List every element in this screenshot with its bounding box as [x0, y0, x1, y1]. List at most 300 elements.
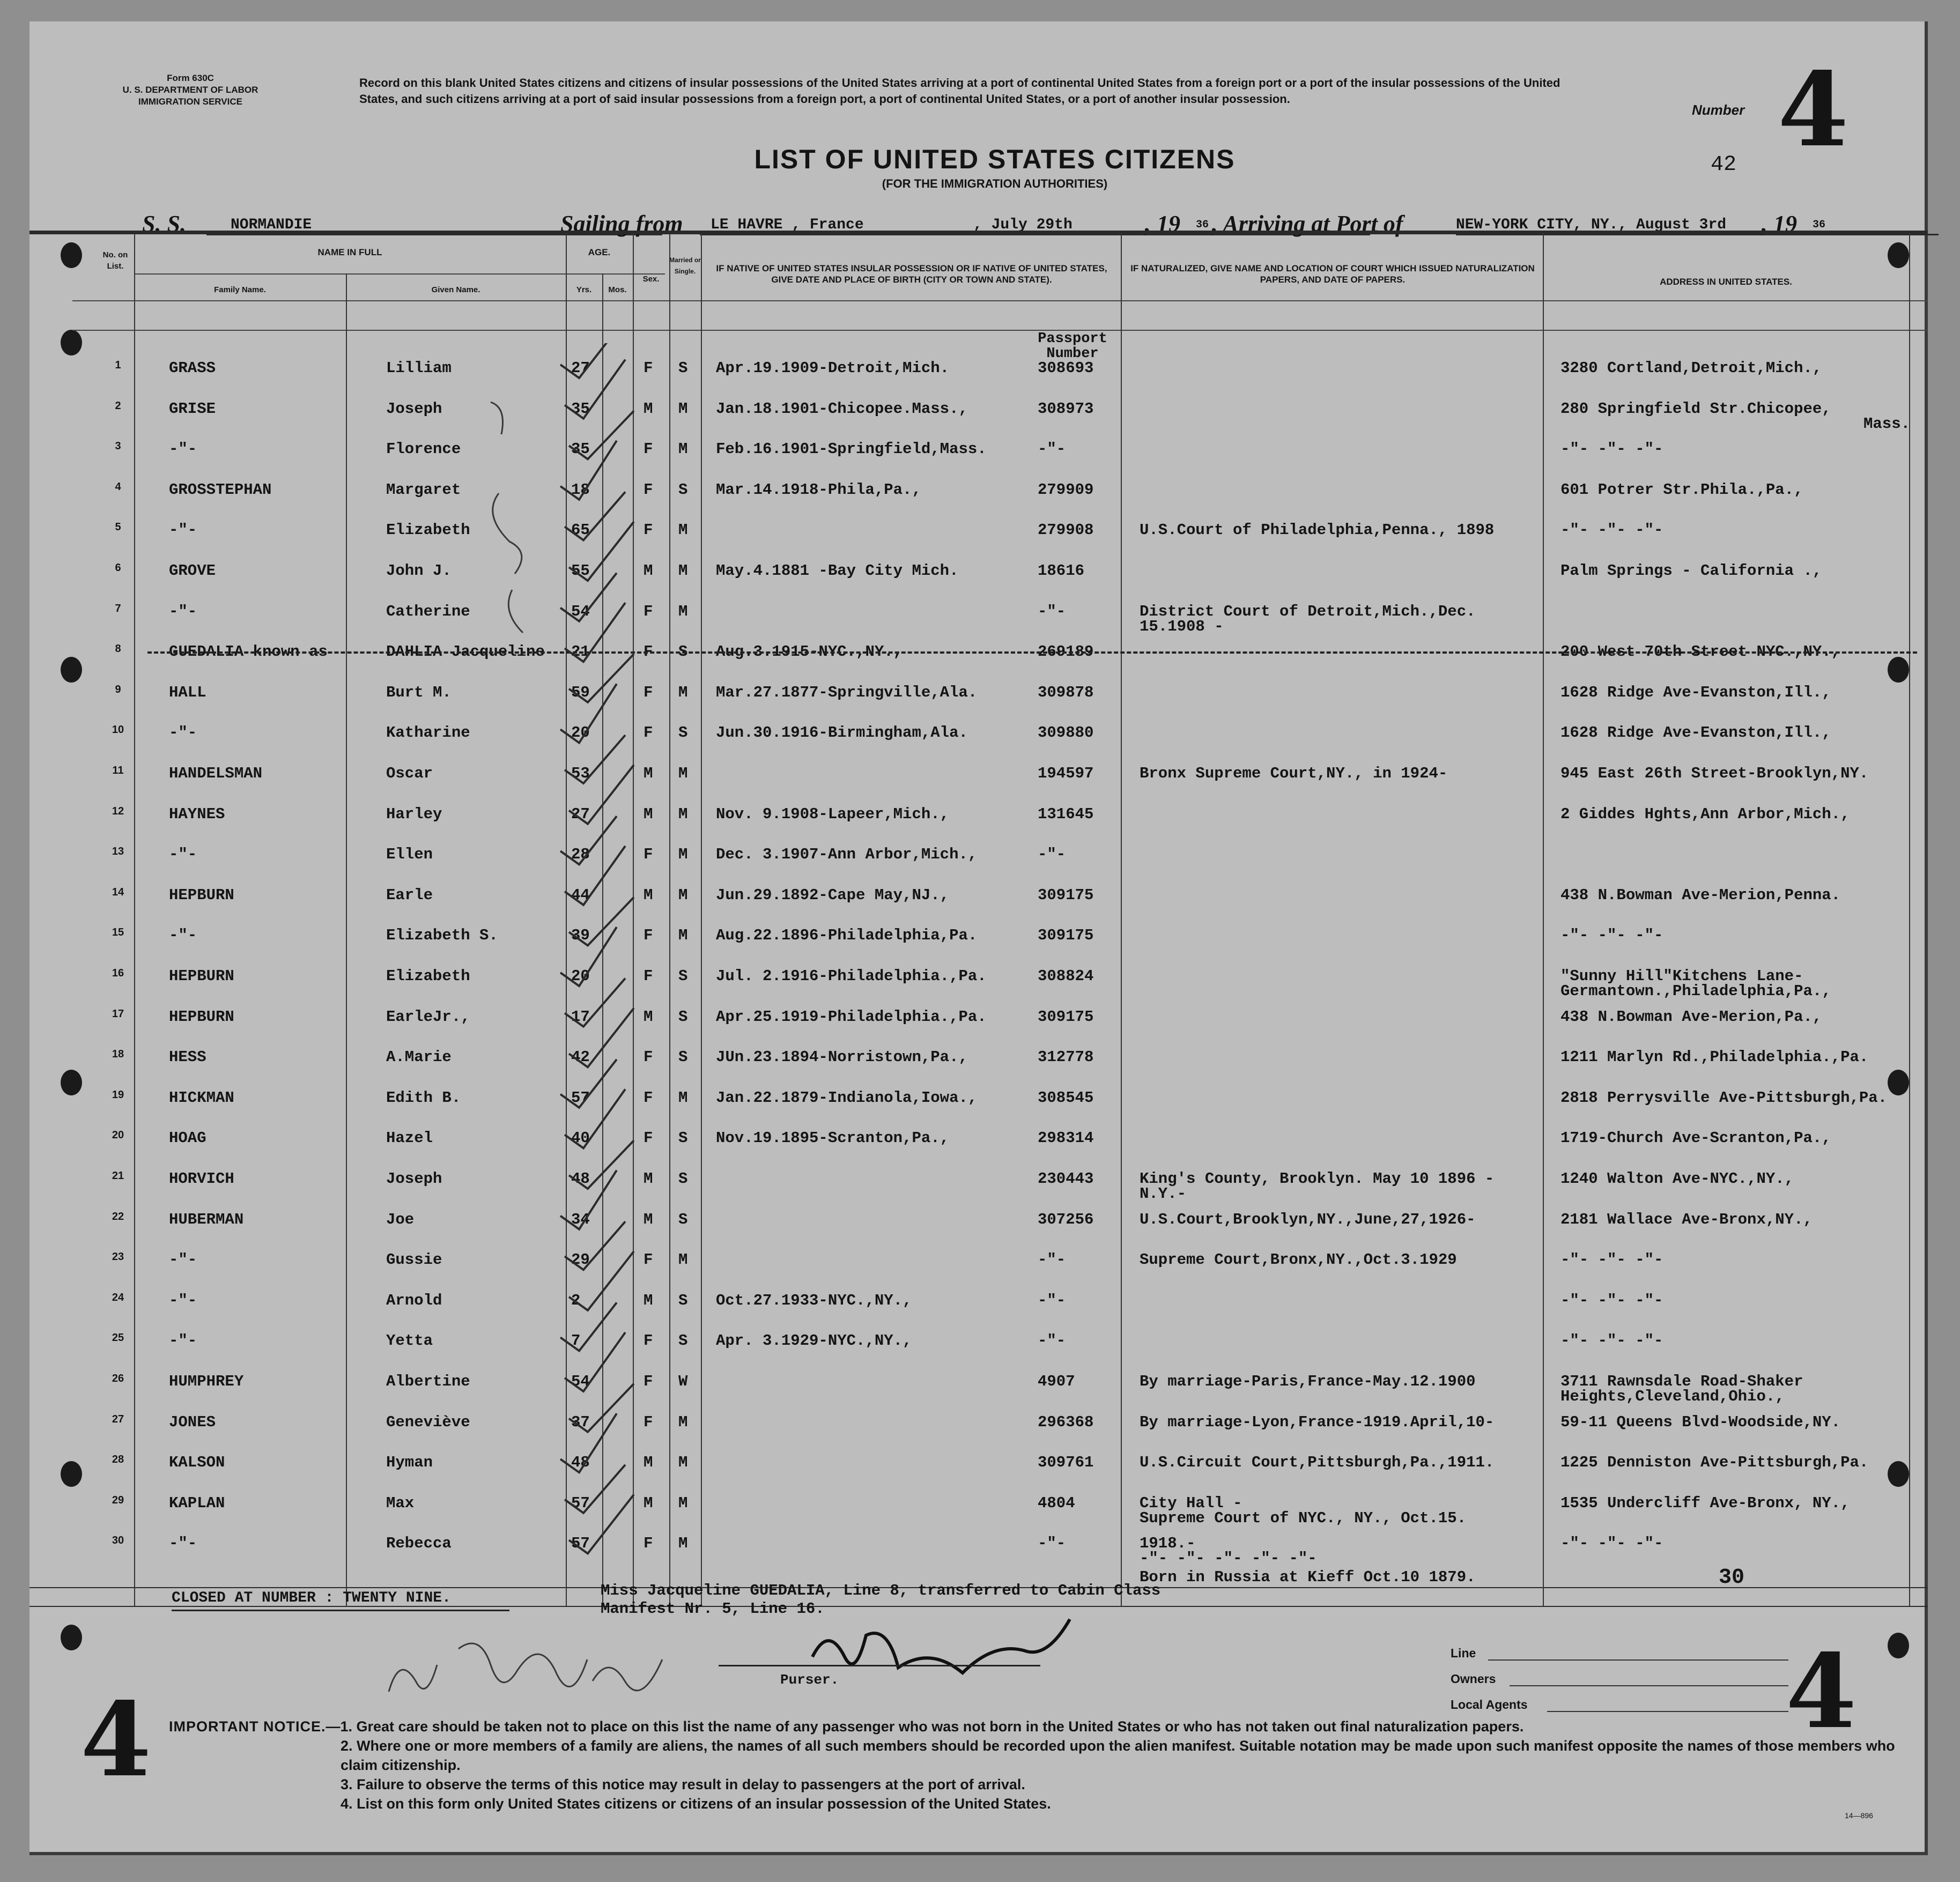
check-mark: [565, 735, 625, 783]
table-row: [29, 465, 1928, 505]
cell-age: 53: [571, 765, 590, 782]
owners-label: Owners: [1451, 1672, 1496, 1686]
cell-sex: F: [644, 1251, 653, 1269]
ss-label: S. S.: [142, 211, 186, 237]
cell-passport: -"-: [1038, 1251, 1066, 1269]
cell-passport: -"-: [1038, 846, 1066, 864]
arrival-year: 36: [1813, 219, 1826, 231]
cell-birth: Aug.3.1915-NYC.,NY.,: [716, 643, 903, 661]
cell-no: 23: [112, 1251, 124, 1263]
cell-sex: F: [644, 967, 653, 985]
check-mark: [565, 1332, 625, 1391]
cell-family: JONES: [169, 1413, 216, 1431]
table-row: [29, 951, 1928, 1000]
cell-given: Yetta: [386, 1332, 433, 1350]
cell-ms: S: [678, 1048, 688, 1066]
check-mark: [560, 1170, 617, 1229]
cell-addr: 2181 Wallace Ave-Bronx,NY.,: [1560, 1210, 1813, 1228]
cell-age: 20: [571, 967, 590, 985]
cell-addr: 2818 Perrysville Ave-Pittsburgh,Pa.: [1560, 1088, 1888, 1107]
cell-addr2: Germantown.,Philadelphia,Pa.,: [1560, 982, 1831, 1000]
cell-given: John J.: [386, 562, 452, 580]
cell-birth: May.4.1881 -Bay City Mich.: [716, 562, 959, 580]
cell-ms: M: [678, 1251, 688, 1269]
cell-family: HANDELSMAN: [169, 765, 263, 782]
notice-item: 2. Where one or more members of a family are aliens, the names of all such members should be recorded upon the alien manifest. Suitable notation may be made upon such manifest opposite the names of those members who claim citizenship.: [341, 1738, 1895, 1773]
cell-no: 27: [112, 1413, 124, 1425]
cell-passport: 4907: [1038, 1373, 1075, 1390]
cell-sex: F: [644, 440, 653, 458]
cell-ms: S: [678, 480, 688, 499]
cell-sex: M: [644, 1170, 653, 1188]
header-months: Mos.: [608, 285, 627, 294]
cell-passport: 309175: [1038, 886, 1094, 904]
cell-birth: Mar.14.1918-Phila,Pa.,: [716, 480, 921, 499]
cell-given: Elizabeth: [386, 967, 470, 985]
cell-ms: M: [678, 1535, 688, 1553]
cell-no: 12: [112, 805, 124, 817]
cell-ms: S: [678, 967, 688, 985]
departure-year: 36: [1196, 219, 1209, 231]
table-row: [29, 1357, 1928, 1405]
cell-addr: 601 Potrer Str.Phila.,Pa.,: [1560, 480, 1803, 499]
cell-family: -"-: [169, 846, 197, 864]
check-mark: [569, 522, 634, 581]
cell-family: HEPBURN: [169, 967, 234, 985]
cell-no: 22: [112, 1210, 124, 1222]
departure-port: LE HAVRE , France: [711, 217, 864, 233]
cell-age: 40: [571, 1129, 590, 1147]
cell-family: KAPLAN: [169, 1494, 225, 1512]
cell-birth: Jan.18.1901-Chicopee.Mass.,: [716, 399, 968, 418]
table-row: [29, 1235, 1928, 1275]
header-age: AGE.: [588, 247, 611, 257]
cell-sex: M: [644, 886, 653, 904]
line-label: Line: [1451, 1646, 1476, 1660]
cell-sex: F: [644, 1048, 653, 1066]
cell-ms: M: [678, 927, 688, 945]
cell-birth: Feb.16.1901-Springfield,Mass.: [716, 440, 987, 458]
cell-passport: 269189: [1038, 643, 1094, 661]
cell-family: -"-: [169, 602, 197, 620]
cell-sex: M: [644, 805, 653, 823]
cell-sex: F: [644, 521, 653, 539]
cell-nat: By marriage-Paris,France-May.12.1900: [1140, 1373, 1476, 1390]
cell-family: GROSSTEPHAN: [169, 480, 272, 499]
cell-passport: 279908: [1038, 521, 1094, 539]
check-mark: [569, 654, 634, 702]
punch-hole: [1888, 1633, 1909, 1658]
cell-passport: 309175: [1038, 1007, 1094, 1026]
cell-age: 55: [571, 562, 590, 580]
cell-given: A.Marie: [386, 1048, 452, 1066]
cell-sex: F: [644, 1088, 653, 1107]
cell-family: HUBERMAN: [169, 1210, 244, 1228]
cell-family: HEPBURN: [169, 886, 234, 904]
cell-age: 59: [571, 683, 590, 701]
cell-no: 20: [112, 1129, 124, 1142]
table-row: [29, 1518, 1928, 1568]
cell-no: 30: [112, 1535, 124, 1547]
check-mark: [569, 1008, 634, 1067]
table-row: [29, 384, 1928, 433]
cell-birth: JUn.23.1894-Norristown,Pa.,: [716, 1048, 968, 1066]
cell-sex: F: [644, 643, 653, 661]
cell-given: Elizabeth S.: [386, 927, 498, 945]
cell-birth: Aug.22.1896-Philadelphia,Pa.: [716, 927, 978, 945]
cell-age: 35: [571, 440, 590, 458]
table-row: [29, 1113, 1928, 1153]
cell-sex: M: [644, 1007, 653, 1026]
check-mark: [569, 1140, 634, 1189]
important-notice: [169, 1717, 1912, 1813]
header-birth: IF NATIVE OF UNITED STATES INSULAR POSSESSION OR IF NATIVE OF UNITED STATES, GIVE DATE AND PLACE OF BIRTH (CITY OR TOWN AND STATE).: [716, 263, 1107, 285]
cell-nat2: N.Y.-: [1140, 1185, 1187, 1203]
cell-sex: F: [644, 927, 653, 945]
cell-passport: 307256: [1038, 1210, 1094, 1228]
cell-ms: M: [678, 1088, 688, 1107]
notice-item: 4. List on this form only United States citizens or citizens of an insular possession of the United States.: [341, 1796, 1051, 1812]
table-row: [29, 1195, 1928, 1235]
cell-given: Geneviève: [386, 1413, 470, 1431]
table-row: [29, 587, 1928, 635]
cell-passport: 308824: [1038, 967, 1094, 985]
cell-nat: City Hall -: [1140, 1494, 1242, 1512]
cell-family: HEPBURN: [169, 1007, 234, 1026]
table-row: [29, 992, 1928, 1032]
cell-no: 19: [112, 1088, 124, 1101]
cell-family: GRISE: [169, 399, 216, 418]
cell-ms: M: [678, 602, 688, 620]
strike-through: [147, 651, 1917, 654]
cell-family: -"-: [169, 724, 197, 742]
ship-name: NORMANDIE: [231, 217, 312, 233]
cell-birth: Jun.29.1892-Cape May,NJ.,: [716, 886, 950, 904]
form-service: IMMIGRATION SERVICE: [138, 97, 242, 107]
cell-sex: M: [644, 1291, 653, 1309]
cell-given: Ellen: [386, 846, 433, 864]
cell-ms: W: [678, 1373, 688, 1390]
cell-addr: 59-11 Queens Blvd-Woodside,NY.: [1560, 1413, 1841, 1431]
cell-nat: District Court of Detroit,Mich.,Dec.: [1140, 602, 1476, 620]
cell-ms: M: [678, 886, 688, 904]
header-given-name: Given Name.: [431, 285, 480, 294]
table-row: [29, 789, 1928, 829]
cell-addr: 3280 Cortland,Detroit,Mich.,: [1560, 359, 1822, 377]
cell-sex: F: [644, 846, 653, 864]
cell-age: 42: [571, 1048, 590, 1066]
notice-heading: IMPORTANT NOTICE.: [169, 1718, 326, 1735]
total-count: 30: [1719, 1566, 1745, 1590]
cell-family: HORVICH: [169, 1170, 234, 1188]
cell-no: 14: [112, 886, 124, 898]
cell-addr: "Sunny Hill"Kitchens Lane-: [1560, 967, 1803, 985]
cell-given: Joseph: [386, 1170, 442, 1188]
cell-birth: Jan.22.1879-Indianola,Iowa.,: [716, 1088, 978, 1107]
handwritten-annotation: [378, 1617, 764, 1713]
cell-age: 27: [571, 805, 590, 823]
table-row: [29, 343, 1928, 383]
cell-sex: F: [644, 1129, 653, 1147]
cell-addr: -"- -"- -"-: [1560, 521, 1663, 539]
cell-ms: M: [678, 399, 688, 418]
cell-ms: M: [678, 683, 688, 701]
table-row: [29, 1276, 1928, 1316]
cell-ms: M: [678, 765, 688, 782]
cell-family: -"-: [169, 440, 197, 458]
cell-given: Oscar: [386, 765, 433, 782]
year-prefix: , 19: [1762, 211, 1797, 237]
cell-birth: Nov.19.1895-Scranton,Pa.,: [716, 1129, 950, 1147]
cell-addr: 3711 Rawnsdale Road-Shaker: [1560, 1373, 1803, 1390]
cell-age: 54: [571, 1373, 590, 1390]
cell-given: Lilliam: [386, 359, 452, 377]
check-mark: [560, 441, 617, 500]
table-row: [29, 546, 1928, 586]
cell-age: 39: [571, 927, 590, 945]
cell-addr: 438 N.Bowman Ave-Merion,Penna.: [1560, 886, 1841, 904]
cell-no: 7: [115, 602, 121, 614]
cell-nat: King's County, Brooklyn. May 10 1896 -: [1140, 1170, 1495, 1188]
check-mark: [569, 897, 634, 945]
cell-given: Earle: [386, 886, 433, 904]
table-row: [29, 627, 1928, 667]
stamp-number: 4: [1786, 1632, 1857, 1751]
cell-no: 15: [112, 927, 124, 939]
check-mark: [565, 1465, 625, 1513]
cell-age: 20: [571, 724, 590, 742]
cell-addr: 1225 Denniston Ave-Pittsburgh,Pa.: [1560, 1454, 1869, 1472]
cell-nat: By marriage-Lyon,France-1919.April,10-: [1140, 1413, 1495, 1431]
cell-no: 29: [112, 1494, 124, 1506]
table-row: [29, 1154, 1928, 1203]
number-label: Number: [1692, 102, 1745, 118]
table-row: [29, 505, 1928, 545]
stamp-number: 4: [80, 1680, 152, 1799]
cell-no: 4: [115, 480, 121, 493]
cell-addr: 200 West 70th Street NYC.,NY.,: [1560, 643, 1841, 661]
cell-passport: 308545: [1038, 1088, 1094, 1107]
cell-ms: S: [678, 1129, 688, 1147]
cell-given: Florence: [386, 440, 461, 458]
cell-nat: 1918.-: [1140, 1535, 1196, 1553]
table-row: [29, 1032, 1928, 1072]
cell-given: Joe: [386, 1210, 415, 1228]
table-row: [29, 829, 1928, 870]
cell-given: DAHLIA Jacqueline: [386, 643, 545, 661]
cell-passport: -"-: [1038, 602, 1066, 620]
cell-family: GRASS: [169, 359, 216, 377]
cell-family: HALL: [169, 683, 206, 701]
cell-addr: -"- -"- -"-: [1560, 1291, 1663, 1309]
header-married-single: Married or Single.: [669, 256, 701, 275]
cell-ms: S: [678, 643, 688, 661]
cell-addr: 1240 Walton Ave-NYC.,NY.,: [1560, 1170, 1794, 1188]
purser-signature: [802, 1609, 1102, 1678]
cell-no: 24: [112, 1291, 124, 1303]
cell-given: Catherine: [386, 602, 470, 620]
cell-addr: -"- -"- -"-: [1560, 1251, 1663, 1269]
cell-family: -"-: [169, 1332, 197, 1350]
cell-birth: Jun.30.1916-Birmingham,Ala.: [716, 724, 968, 742]
cell-nat2: Supreme Court of NYC., NY., Oct.15.: [1140, 1509, 1467, 1527]
cell-birth: Oct.27.1933-NYC.,NY.,: [716, 1291, 912, 1309]
cell-no: 13: [112, 846, 124, 858]
underline: [172, 1610, 509, 1611]
notice-item: 3. Failure to observe the terms of this notice may result in delay to passengers at the port of arrival.: [341, 1776, 1025, 1792]
cell-nat2: -"- -"- -"- -"- -"-: [1140, 1550, 1317, 1568]
header-family-name: Family Name.: [214, 285, 266, 294]
list-number: 4: [1778, 50, 1849, 169]
cell-ms: S: [678, 1170, 688, 1188]
header-name-in-full: NAME IN FULL: [317, 247, 382, 257]
cell-given: Harley: [386, 805, 442, 823]
cell-age: 18: [571, 480, 590, 499]
cell-given: Katharine: [386, 724, 470, 742]
form-identifier: [72, 72, 308, 108]
cell-age: 65: [571, 521, 590, 539]
purser-label: Purser.: [780, 1672, 839, 1688]
check-mark: [565, 603, 625, 662]
cell-ms: M: [678, 440, 688, 458]
cell-passport: 312778: [1038, 1048, 1094, 1066]
cell-ms: M: [678, 846, 688, 864]
cell-family: GUEDALIA known as: [169, 643, 328, 661]
check-mark: [565, 1089, 625, 1148]
cell-addr: -"- -"- -"-: [1560, 1332, 1663, 1350]
cell-family: -"-: [169, 521, 197, 539]
owners-field: [1510, 1685, 1788, 1686]
check-mark: [560, 343, 617, 378]
cell-nat: Bronx Supreme Court,NY., in 1924-: [1140, 765, 1448, 782]
cell-age: 34: [571, 1210, 590, 1228]
cell-no: 16: [112, 967, 124, 979]
cell-given: Burt M.: [386, 683, 452, 701]
check-mark: [560, 1413, 617, 1472]
check-mark: [560, 684, 617, 743]
cell-passport: 4804: [1038, 1494, 1075, 1512]
cell-family: KALSON: [169, 1454, 225, 1472]
cell-passport: 279909: [1038, 480, 1094, 499]
cell-no: 3: [115, 440, 121, 453]
table-row: [29, 1478, 1928, 1527]
cell-ms: M: [678, 1494, 688, 1512]
table-row: [29, 1073, 1928, 1113]
check-mark: [569, 765, 634, 824]
cell-addr: -"- -"- -"-: [1560, 440, 1663, 458]
cell-sex: M: [644, 765, 653, 782]
cell-given: Max: [386, 1494, 415, 1512]
table-row: [29, 1397, 1928, 1438]
cell-no: 5: [115, 521, 121, 534]
cell-no: 17: [112, 1007, 124, 1020]
cell-sex: M: [644, 1494, 653, 1512]
record-instructions: Record on this blank United States citizens and citizens of insular possessions of the United States arriving at a port of continental United States from a foreign port or a port of the insular possessions of the United States, and such citizens arriving at a port of said insular possessions from a foreign port, a port of continental United States, or a port of another insular possession.: [359, 76, 1560, 106]
cell-passport: 18616: [1038, 562, 1085, 580]
cell-addr: 1719-Church Ave-Scranton,Pa.,: [1560, 1129, 1831, 1147]
cell-passport: -"-: [1038, 1535, 1066, 1553]
page-title: LIST OF UNITED STATES CITIZENS: [754, 144, 1236, 174]
table-top-border: [29, 231, 1928, 234]
local-agents-field: [1547, 1711, 1788, 1712]
local-agents-label: Local Agents: [1451, 1698, 1528, 1711]
cell-addr: -"- -"- -"-: [1560, 1535, 1663, 1553]
cell-family: HESS: [169, 1048, 206, 1066]
cell-ms: M: [678, 1454, 688, 1472]
cell-passport: 194597: [1038, 765, 1094, 782]
header-sex: Sex.: [642, 275, 660, 284]
check-mark: [565, 360, 625, 419]
cell-addr2: Mass.: [1863, 414, 1911, 433]
cell-sex: M: [644, 1210, 653, 1228]
purser-signature-line: [719, 1665, 1040, 1666]
birthplace-note: Born in Russia at Kieff Oct.10 1879.: [1140, 1568, 1476, 1586]
cell-no: 26: [112, 1373, 124, 1384]
cell-birth: Apr. 3.1929-NYC.,NY.,: [716, 1332, 912, 1350]
table-row: [29, 424, 1928, 464]
cell-passport: 131645: [1038, 805, 1094, 823]
cell-age: 21: [571, 643, 590, 661]
cell-passport: 309880: [1038, 724, 1094, 742]
cell-ms: S: [678, 359, 688, 377]
page-subtitle: (FOR THE IMMIGRATION AUTHORITIES): [882, 177, 1108, 190]
cell-addr: 1535 Undercliff Ave-Bronx, NY.,: [1560, 1494, 1850, 1512]
cell-sex: F: [644, 1535, 653, 1553]
cell-given: Margaret: [386, 480, 461, 499]
cell-family: HICKMAN: [169, 1088, 234, 1107]
cell-ms: S: [678, 1210, 688, 1228]
cell-no: 28: [112, 1454, 124, 1466]
cell-ms: S: [678, 1332, 688, 1350]
form-number: Form 630C: [167, 73, 214, 83]
punch-hole: [61, 1625, 82, 1650]
check-mark: [569, 1384, 634, 1432]
cell-given: Elizabeth: [386, 521, 470, 539]
cell-no: 10: [112, 724, 124, 736]
check-mark: [565, 1221, 625, 1270]
cell-no: 8: [115, 643, 121, 655]
cell-age: 57: [571, 1535, 590, 1553]
cell-passport: 309175: [1038, 927, 1094, 945]
cell-family: -"-: [169, 1291, 197, 1309]
check-mark: [569, 411, 634, 459]
form-department: U. S. DEPARTMENT OF LABOR: [122, 85, 258, 95]
cell-age: 27: [571, 359, 590, 377]
cell-family: -"-: [169, 1535, 197, 1553]
cell-passport: 296368: [1038, 1413, 1094, 1431]
cell-no: 2: [115, 399, 121, 412]
cell-nat: U.S.Circuit Court,Pittsburgh,Pa.,1911.: [1140, 1454, 1495, 1472]
cell-given: Joseph: [386, 399, 442, 418]
cell-age: 48: [571, 1170, 590, 1188]
cell-age: 28: [571, 846, 590, 864]
cell-sex: F: [644, 1332, 653, 1350]
cell-sex: M: [644, 562, 653, 580]
cell-age: 54: [571, 602, 590, 620]
check-mark: [565, 846, 625, 905]
cell-no: 21: [112, 1170, 124, 1182]
header-bottom-border: [72, 300, 1928, 301]
cell-given: Edith B.: [386, 1088, 461, 1107]
cell-addr: 2 Giddes Hghts,Ann Arbor,Mich.,: [1560, 805, 1850, 823]
notice-item: —1. Great care should be taken not to place on this list the name of any passenger who was not born in the United States or who has not taken out final naturalization papers.: [326, 1718, 1524, 1735]
cell-age: 35: [571, 399, 590, 418]
line-field: [1488, 1659, 1788, 1661]
print-code: 14—896: [1845, 1811, 1873, 1820]
cell-family: HOAG: [169, 1129, 206, 1147]
year-prefix: , 19: [1145, 211, 1180, 237]
header-no: No. on List.: [102, 250, 128, 271]
